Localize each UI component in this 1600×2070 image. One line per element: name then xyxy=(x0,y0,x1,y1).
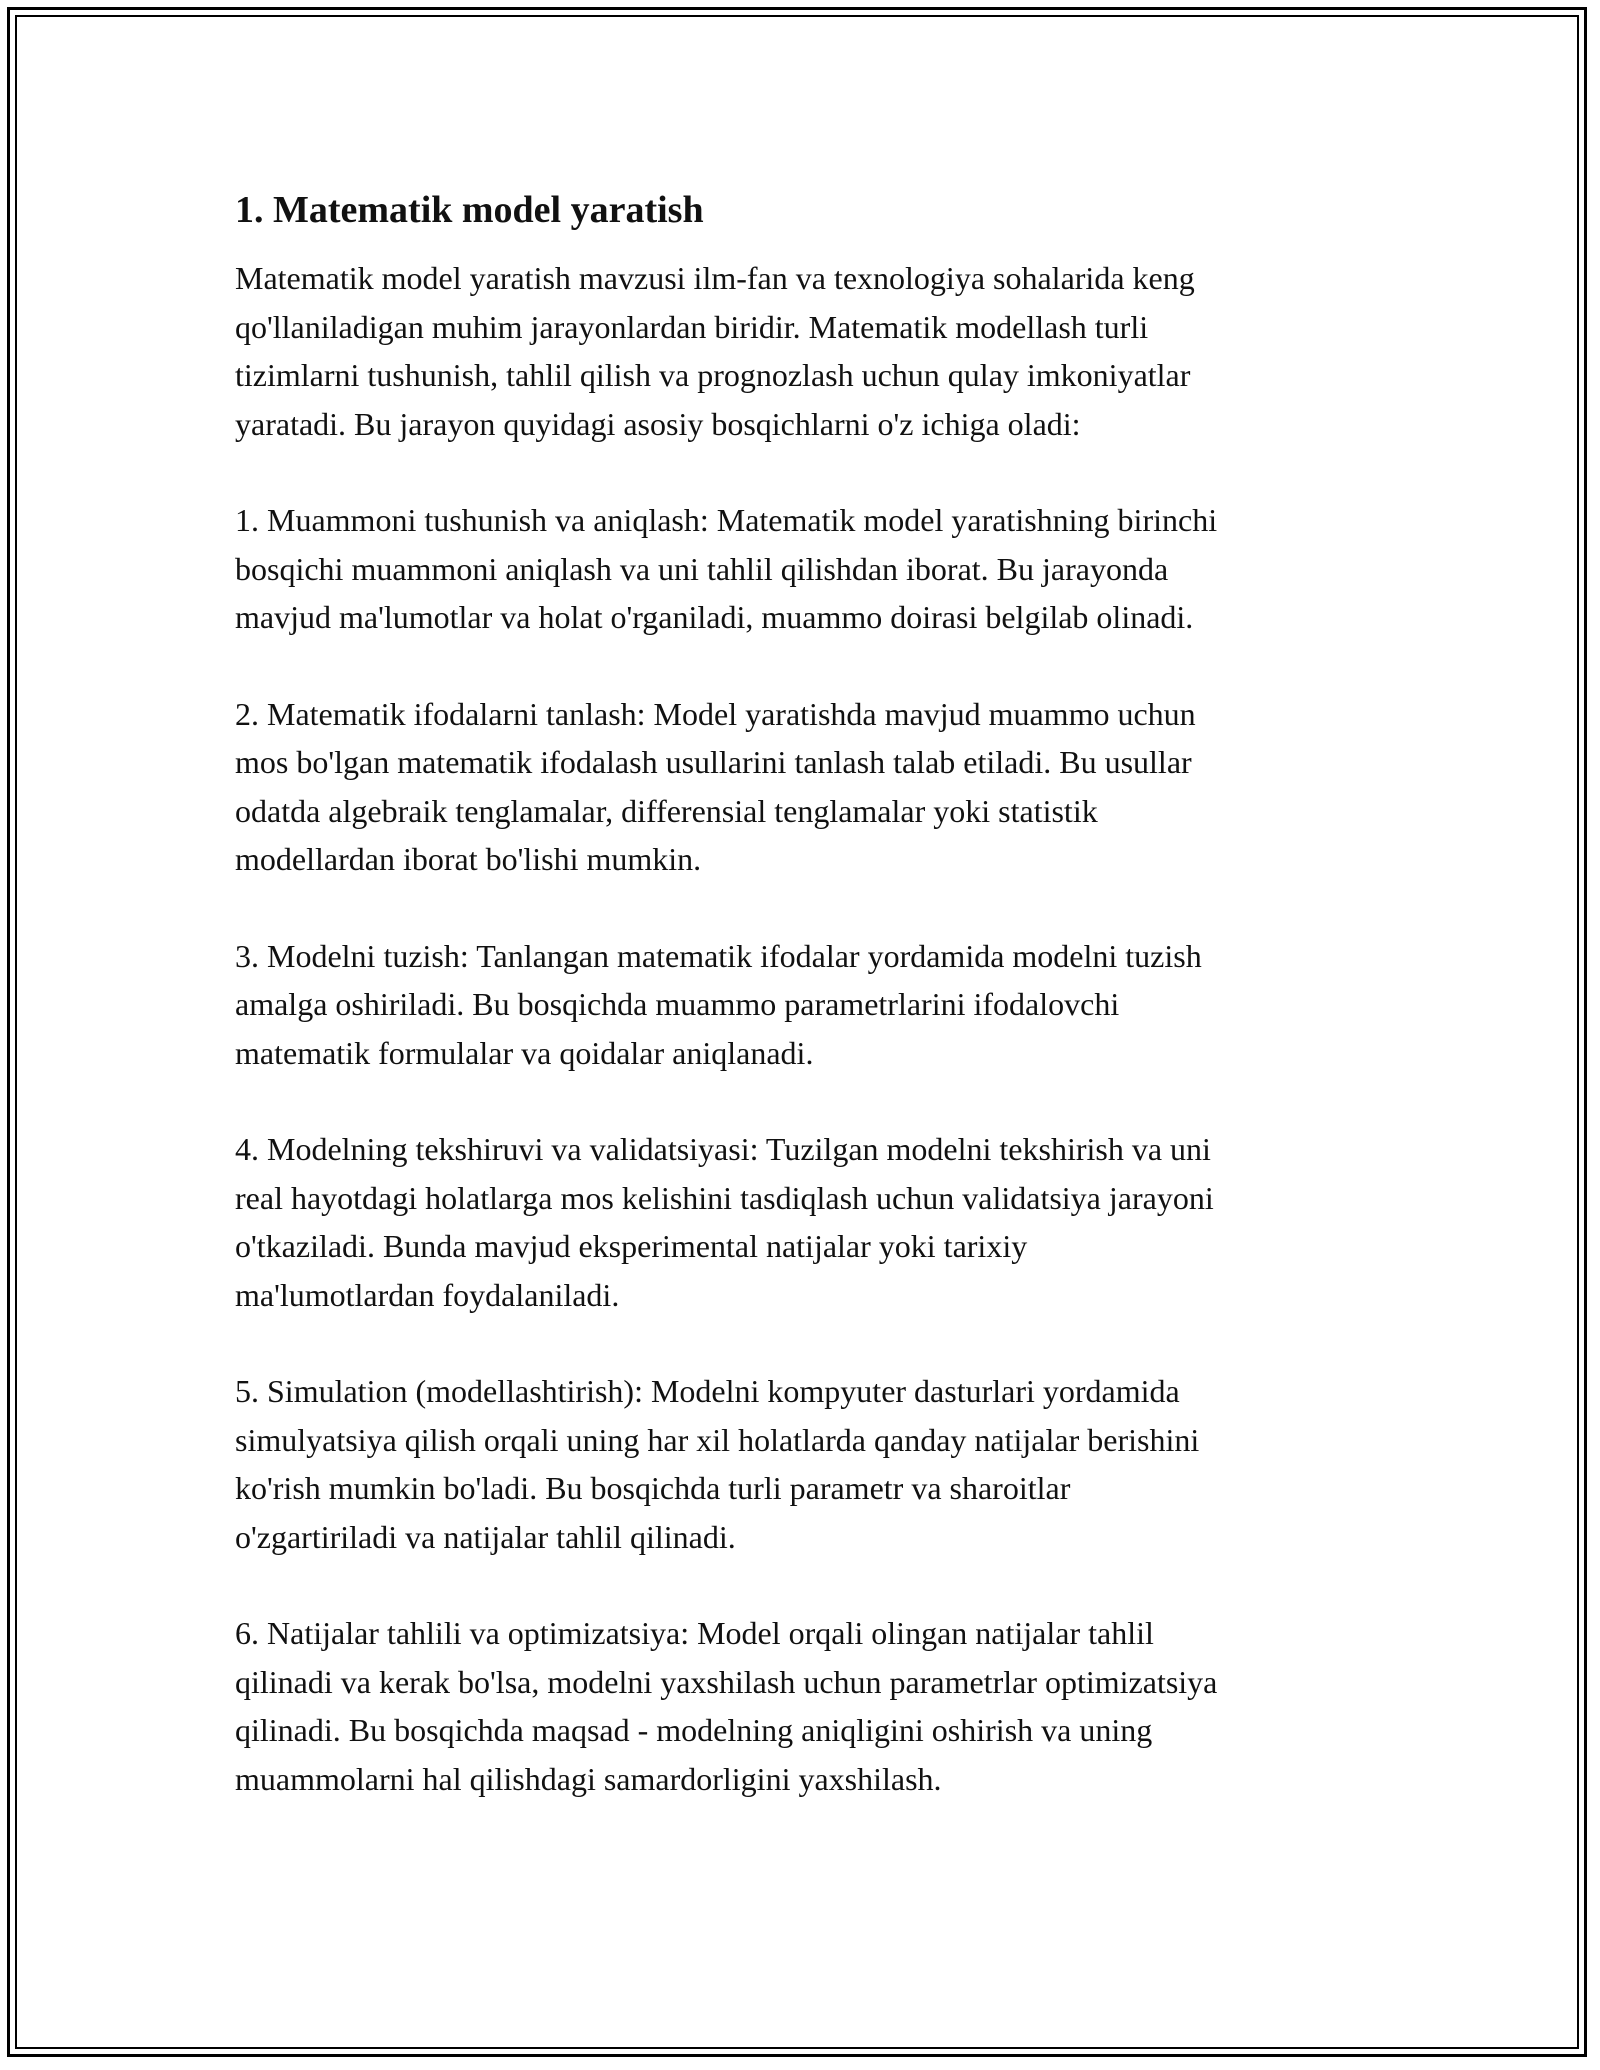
step-5-paragraph: 5. Simulation (modellashtirish): Modelni kompyuter dasturlari yordamida simulyatsiya qilish orqali uning har xil holatlarda qanday natijalar berishini ko'rish mumkin bo'ladi. Bu bosqichda turli parametr va sharoitlar o'zgartiriladi va natijalar tahlil qilinadi. xyxy=(235,1373,1200,1555)
step-2-paragraph: 2. Matematik ifodalarni tanlash: Model yaratishda mavjud muammo uchun mos bo'lgan matematik ifodalash usullarini tanlash talab etiladi. Bu usullar odatda algebraik tenglamalar, differensial tenglamalar yoki statistik modellardan iborat bo'lishi mumkin. xyxy=(235,695,1196,877)
step-4-paragraph: 4. Modelning tekshiruvi va validatsiyasi: Tuzilgan modelni tekshirish va uni real hayotdagi holatlarga mos kelishini tasdiqlash uchun validatsiya jarayoni o'tkaziladi. Bunda mavjud eksperimental natijalar yoki tarixiy ma'lumotlardan foydalaniladi. xyxy=(235,1131,1214,1313)
step-1-paragraph: 1. Muammoni tushunish va aniqlash: Matematik model yaratishning birinchi bosqichi muammoni aniqlash va uni tahlil qilishdan iborat. Bu jarayonda mavjud ma'lumotlar va holat o'rganiladi, muammo doirasi belgilab olinadi. xyxy=(235,502,1218,635)
step-6-paragraph: 6. Natijalar tahlili va optimizatsiya: Model orqali olingan natijalar tahlil qilinadi va kerak bo'lsa, modelni yaxshilash uchun parametrlar optimizatsiya qilinadi. Bu bosqichda maqsad - modelning aniqligini oshirish va uning muammolarni hal qilishdagi samardorligini yaxshilash. xyxy=(235,1615,1218,1797)
step-3-paragraph: 3. Modelni tuzish: Tanlangan matematik ifodalar yordamida modelni tuzish amalga oshiriladi. Bu bosqichda muammo parametrlarini ifodalovchi matematik formulalar va qoidalar aniqlanadi. xyxy=(235,937,1202,1071)
document-body xyxy=(235,186,1365,1851)
document-title: 1. Matematik model yaratish xyxy=(235,189,704,231)
intro-paragraph: Matematik model yaratish mavzusi ilm-fan va texnologiya sohalarida keng qo'llaniladigan muhim jarayonlardan biridir. Matematik modellash turli tizimlarni tushunish, tahlil qilish va prognozlash uchun qulay imkoniyatlar yaratadi. Bu jarayon quyidagi asosiy bosqichlarni o'z ichiga oladi: xyxy=(235,260,1195,442)
